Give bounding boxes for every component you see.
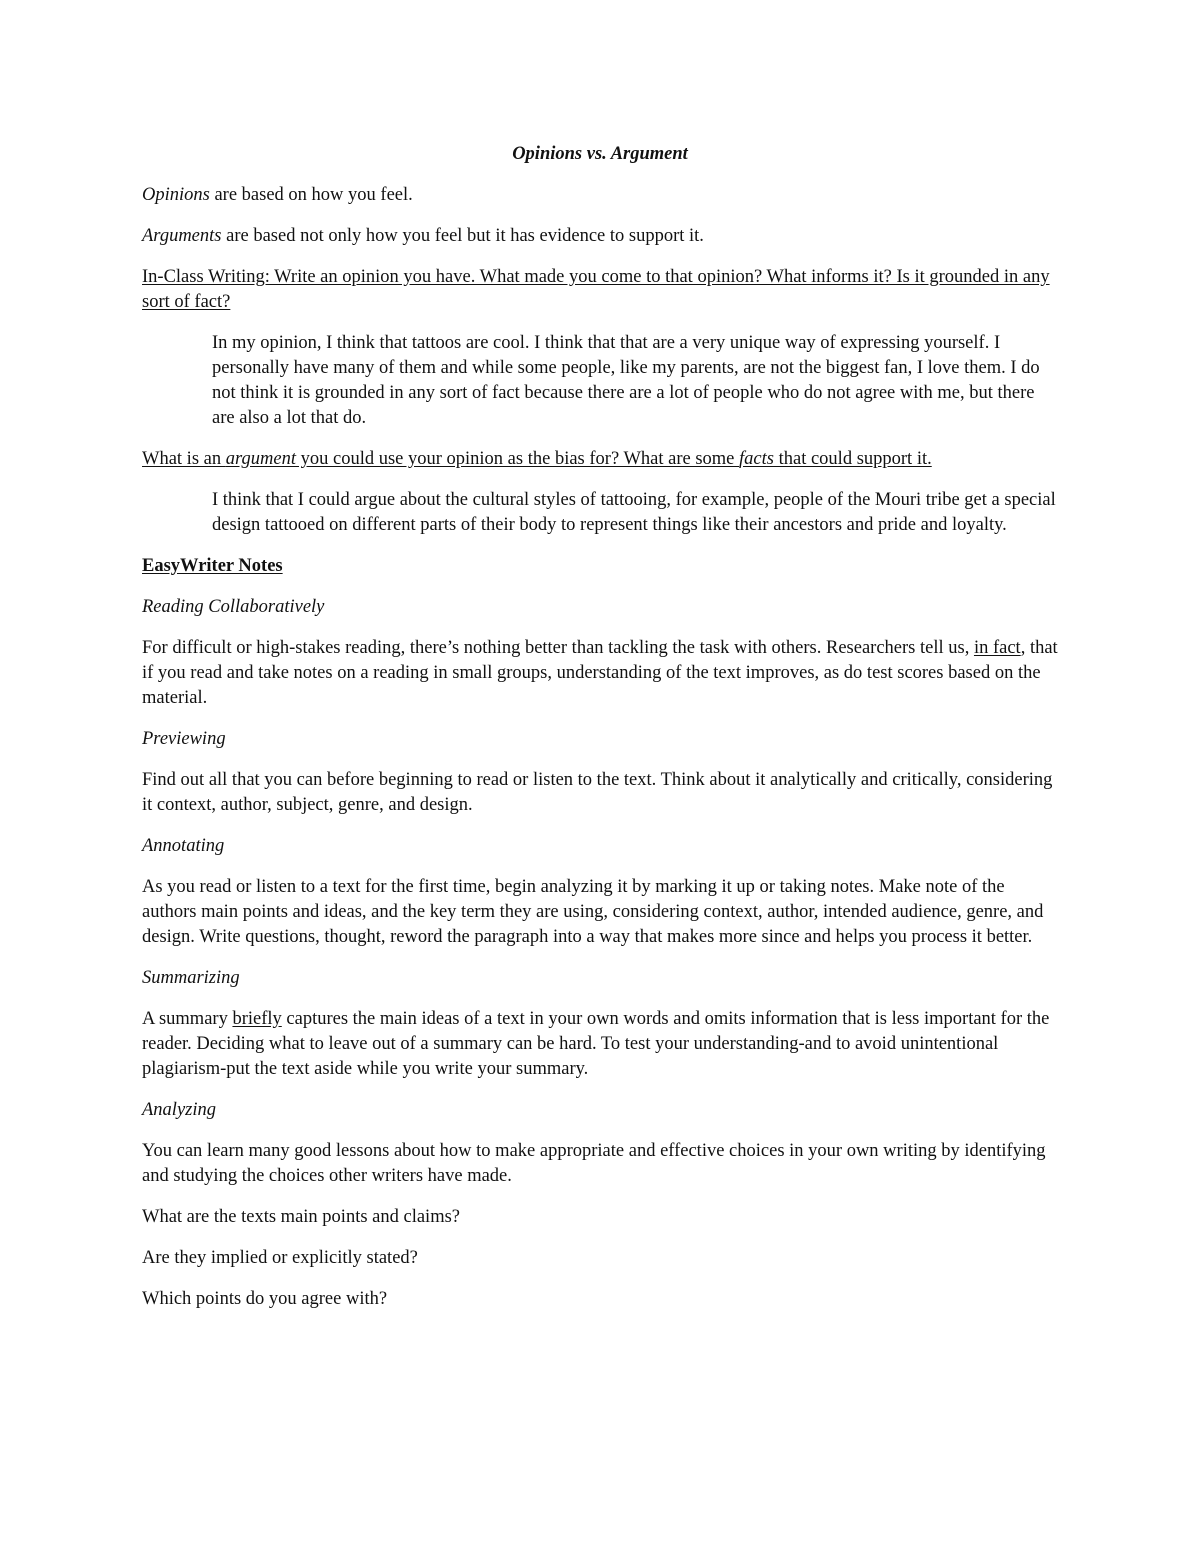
in-class-writing-prompt: In-Class Writing: Write an opinion you have. What made you come to that opinion? What informs it? Is it grounded in any sort of fact? (142, 267, 1050, 312)
page-title: Opinions vs. Argument (512, 144, 688, 164)
summarizing-body-part1: A summary (142, 1009, 233, 1029)
analyzing-body: You can learn many good lessons about how to make appropriate and effective choices in your own writing by identifying and studying the choices other writers have made. (142, 1141, 1046, 1186)
annotating-body: As you read or listen to a text for the first time, begin analyzing it by marking it up or taking notes. Make note of the authors main points and ideas, and the key term they are using, considering context, author, intended audience, genre, and design. Write questions, thought, reword the paragraph into a way that makes more since and helps you process it better. (142, 877, 1044, 947)
previewing-heading: Previewing (142, 729, 226, 749)
arguments-definition (142, 224, 1058, 249)
reading-body-part1: For difficult or high-stakes reading, there’s nothing better than tackling the task with others. Researchers tell us, (142, 638, 974, 658)
analyzing-question: What are the texts main points and claims? (142, 1207, 460, 1227)
opinions-definition-text: are based on how you feel. (209, 185, 413, 205)
analyzing-question: Are they implied or explicitly stated? (142, 1248, 418, 1268)
reading-collaboratively-body (142, 636, 1058, 711)
summarizing-body (142, 1007, 1058, 1082)
argument-response: I think that I could argue about the cultural styles of tattooing, for example, people of the Mouri tribe get a special design tattooed on different parts of their body to represent things like their ancestors and pride and loyalty. (212, 490, 1056, 535)
summarizing-heading: Summarizing (142, 968, 240, 988)
summarizing-body-underlined: briefly (232, 1009, 282, 1029)
summarizing-body-part2: captures the main ideas of a text in your own words and omits information that is less important for the reader. Deciding what to leave out of a summary can be hard. To test your understanding-and to avoid unintentional plagiarism-put the text aside while you write your summary. (142, 1009, 1050, 1079)
opinions-definition (142, 183, 1058, 208)
reading-body-part2: , that if you read and take notes on a reading in small groups, understanding of the text improves, as do test scores based on the material. (142, 638, 1058, 708)
document-page (142, 142, 1058, 1328)
argument-prompt-part3: that could support it. (773, 449, 932, 469)
arguments-term: Arguments (142, 226, 222, 246)
argument-prompt-part2: you could use your opinion as the bias for? What are some (295, 449, 740, 469)
arguments-definition-text: are based not only how you feel but it has evidence to support it. (221, 226, 704, 246)
analyzing-question: Which points do you agree with? (142, 1289, 388, 1309)
reading-collaboratively-heading: Reading Collaboratively (142, 597, 325, 617)
argument-prompt-part1: What is an (142, 449, 226, 469)
easywriter-notes-heading: EasyWriter Notes (142, 556, 283, 576)
argument-prompt (142, 447, 1058, 472)
opinion-response: In my opinion, I think that tattoos are cool. I think that that are a very unique way of expressing yourself. I personally have many of them and while some people, like my parents, are not the biggest fan, I love them. I do not think it is grounded in any sort of fact because there are a lot of people who do not agree with me, but there are also a lot that do. (212, 333, 1040, 428)
analyzing-heading: Analyzing (142, 1100, 216, 1120)
previewing-body: Find out all that you can before beginning to read or listen to the text. Think about it analytically and critically, considering it context, author, subject, genre, and design. (142, 770, 1053, 815)
reading-body-underlined: in fact (973, 638, 1021, 658)
opinions-term: Opinions (142, 185, 210, 205)
annotating-heading: Annotating (142, 836, 225, 856)
argument-prompt-emphasis-facts: facts (739, 449, 774, 469)
argument-prompt-emphasis-argument: argument (225, 449, 296, 469)
